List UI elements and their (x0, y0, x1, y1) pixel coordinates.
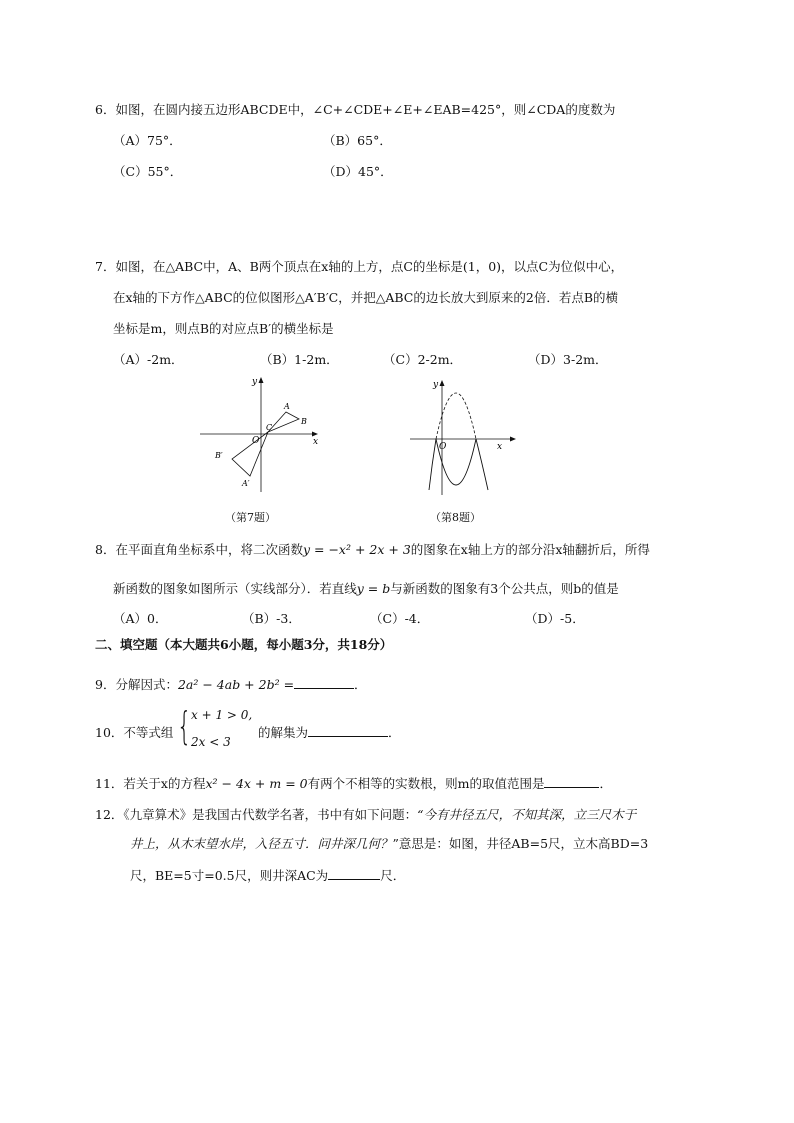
q7-option-d: （D）3-2m． (528, 352, 608, 367)
q12-answer-blank[interactable] (328, 867, 380, 880)
q10-suffix-text: 的解集为 (258, 725, 309, 740)
q7-line2: 在x轴的下方作△ABC的位似图形△A′B′C，并把△ABC的边长放大到原来的2倍．若点B的横 (113, 290, 619, 305)
q12-line2 (130, 835, 648, 853)
q12-line3 (130, 867, 405, 885)
fig8-y-label: y (433, 380, 439, 390)
q10-end: ． (388, 725, 401, 740)
q8-line2-text: 新函数的图象如图所示（实线部分）．若直线 (113, 581, 357, 596)
q12-line1-text: 12．《九章算术》是我国古代数学名著，书中有如下问题： (95, 807, 418, 822)
fig7-triangle-a1b1c (232, 432, 268, 476)
q7-option-c: （C）2-2m． (383, 352, 463, 367)
q10-inequality-1: x + 1 > 0, (191, 708, 253, 722)
q6-option-d: （D）45°． (323, 164, 393, 179)
fig8-origin-label: O (439, 442, 447, 452)
q8-option-a: （A）0． (113, 611, 168, 626)
fig7-x-arrow (312, 432, 318, 437)
q11-expression: x² − 4x + m = 0 (205, 776, 308, 791)
q8-option-d: （D）-5． (525, 611, 585, 626)
q8-line1 (95, 541, 650, 559)
section-2-heading: 二、填空题（本大题共6小题，每小题3分，共18分） (95, 637, 393, 652)
q12-line3-end: 尺． (380, 868, 406, 883)
q11-answer-blank[interactable] (544, 775, 599, 788)
q7-line3: 坐标是m，则点B的对应点B′的横坐标是 (113, 321, 334, 336)
q6-option-b: （B）65°． (323, 133, 392, 148)
q8-line2 (113, 580, 619, 598)
q7-option-a: （A）-2m． (113, 352, 184, 367)
q6-option-a: （A）75°． (113, 133, 182, 148)
q8-function: y = −x² + 2x + 3 (302, 542, 411, 557)
q7-line1: 7．如图，在△ABC中，A、B两个顶点在x轴的上方，点C的坐标是(1，0)，以点C为位似中心， (95, 259, 624, 274)
q10-inequality-2: 2x < 3 (191, 735, 231, 749)
q7-option-b: （B）1-2m． (260, 352, 339, 367)
fig7-label-b: B (301, 417, 307, 426)
q10-prefix: 10．不等式组 (95, 725, 174, 740)
fig8-solid-left-branch (429, 439, 436, 490)
fig8-x-arrow (510, 437, 516, 442)
fig8-solid-right-branch (476, 439, 488, 490)
q11-prefix: 11．若关于x的方程 (95, 776, 206, 791)
q12-line3-text: 尺，BE=5寸=0.5尺，则井深AC为 (130, 868, 329, 883)
fig8-y-arrow (440, 380, 445, 386)
figure-7 (195, 372, 325, 497)
q12-quote-part2: 井上，从木末望水岸，入径五寸．问井深几何？ (130, 836, 393, 851)
q9-end: ． (354, 677, 367, 692)
q9-prefix: 9．分解因式： (95, 677, 178, 692)
q8-line-equation: y = b (356, 581, 391, 596)
q12-quote-part1: “今有井径五尺，不知其深，立三尺木于 (417, 807, 637, 822)
q11-end: ． (599, 776, 612, 791)
q12-line1 (95, 806, 636, 824)
fig7-y-label: y (252, 377, 258, 387)
q6-stem: 6．如图，在圆内接五边形ABCDE中，∠C+∠CDE+∠E+∠EAB=425°，则∠CDA的度数为 (95, 102, 616, 117)
q6-option-c: （C）55°． (113, 164, 183, 179)
fig7-label-a-prime: A′ (242, 479, 250, 488)
q11-suffix: 有两个不相等的实数根，则m的取值范围是 (307, 776, 545, 791)
q8-option-b: （B）-3． (242, 611, 301, 626)
q10-suffix (258, 724, 401, 742)
fig7-triangle-abc (268, 412, 299, 432)
figure-8 (405, 375, 525, 500)
fig7-label-a: A (284, 402, 290, 411)
fig7-x-label: x (313, 437, 319, 447)
q9 (95, 676, 367, 694)
fig7-origin-label: O (252, 436, 260, 446)
fig8-caption: （第8题） (430, 511, 481, 524)
q8-line1-text: 8．在平面直角坐标系中，将二次函数 (95, 542, 303, 557)
q9-answer-blank[interactable] (294, 676, 354, 689)
q8-line2-rest: 与新函数的图象有3个公共点，则b的值是 (390, 581, 619, 596)
fig7-label-b-prime: B′ (215, 451, 223, 460)
fig7-caption: （第7题） (225, 511, 276, 524)
fig7-label-c: C (266, 423, 273, 432)
q10-answer-blank[interactable] (308, 724, 388, 737)
q11 (95, 775, 612, 793)
fig7-y-arrow (259, 377, 264, 383)
q9-expression: 2a² − 4ab + 2b² = (177, 677, 295, 692)
q12-line2-text: ”意思是：如图，井径AB=5尺，立木高BD=3 (392, 836, 649, 851)
q8-line1-rest: 的图象在x轴上方的部分沿x轴翻折后，所得 (410, 542, 650, 557)
fig8-x-label: x (497, 442, 503, 452)
q8-option-c: （C）-4． (370, 611, 430, 626)
